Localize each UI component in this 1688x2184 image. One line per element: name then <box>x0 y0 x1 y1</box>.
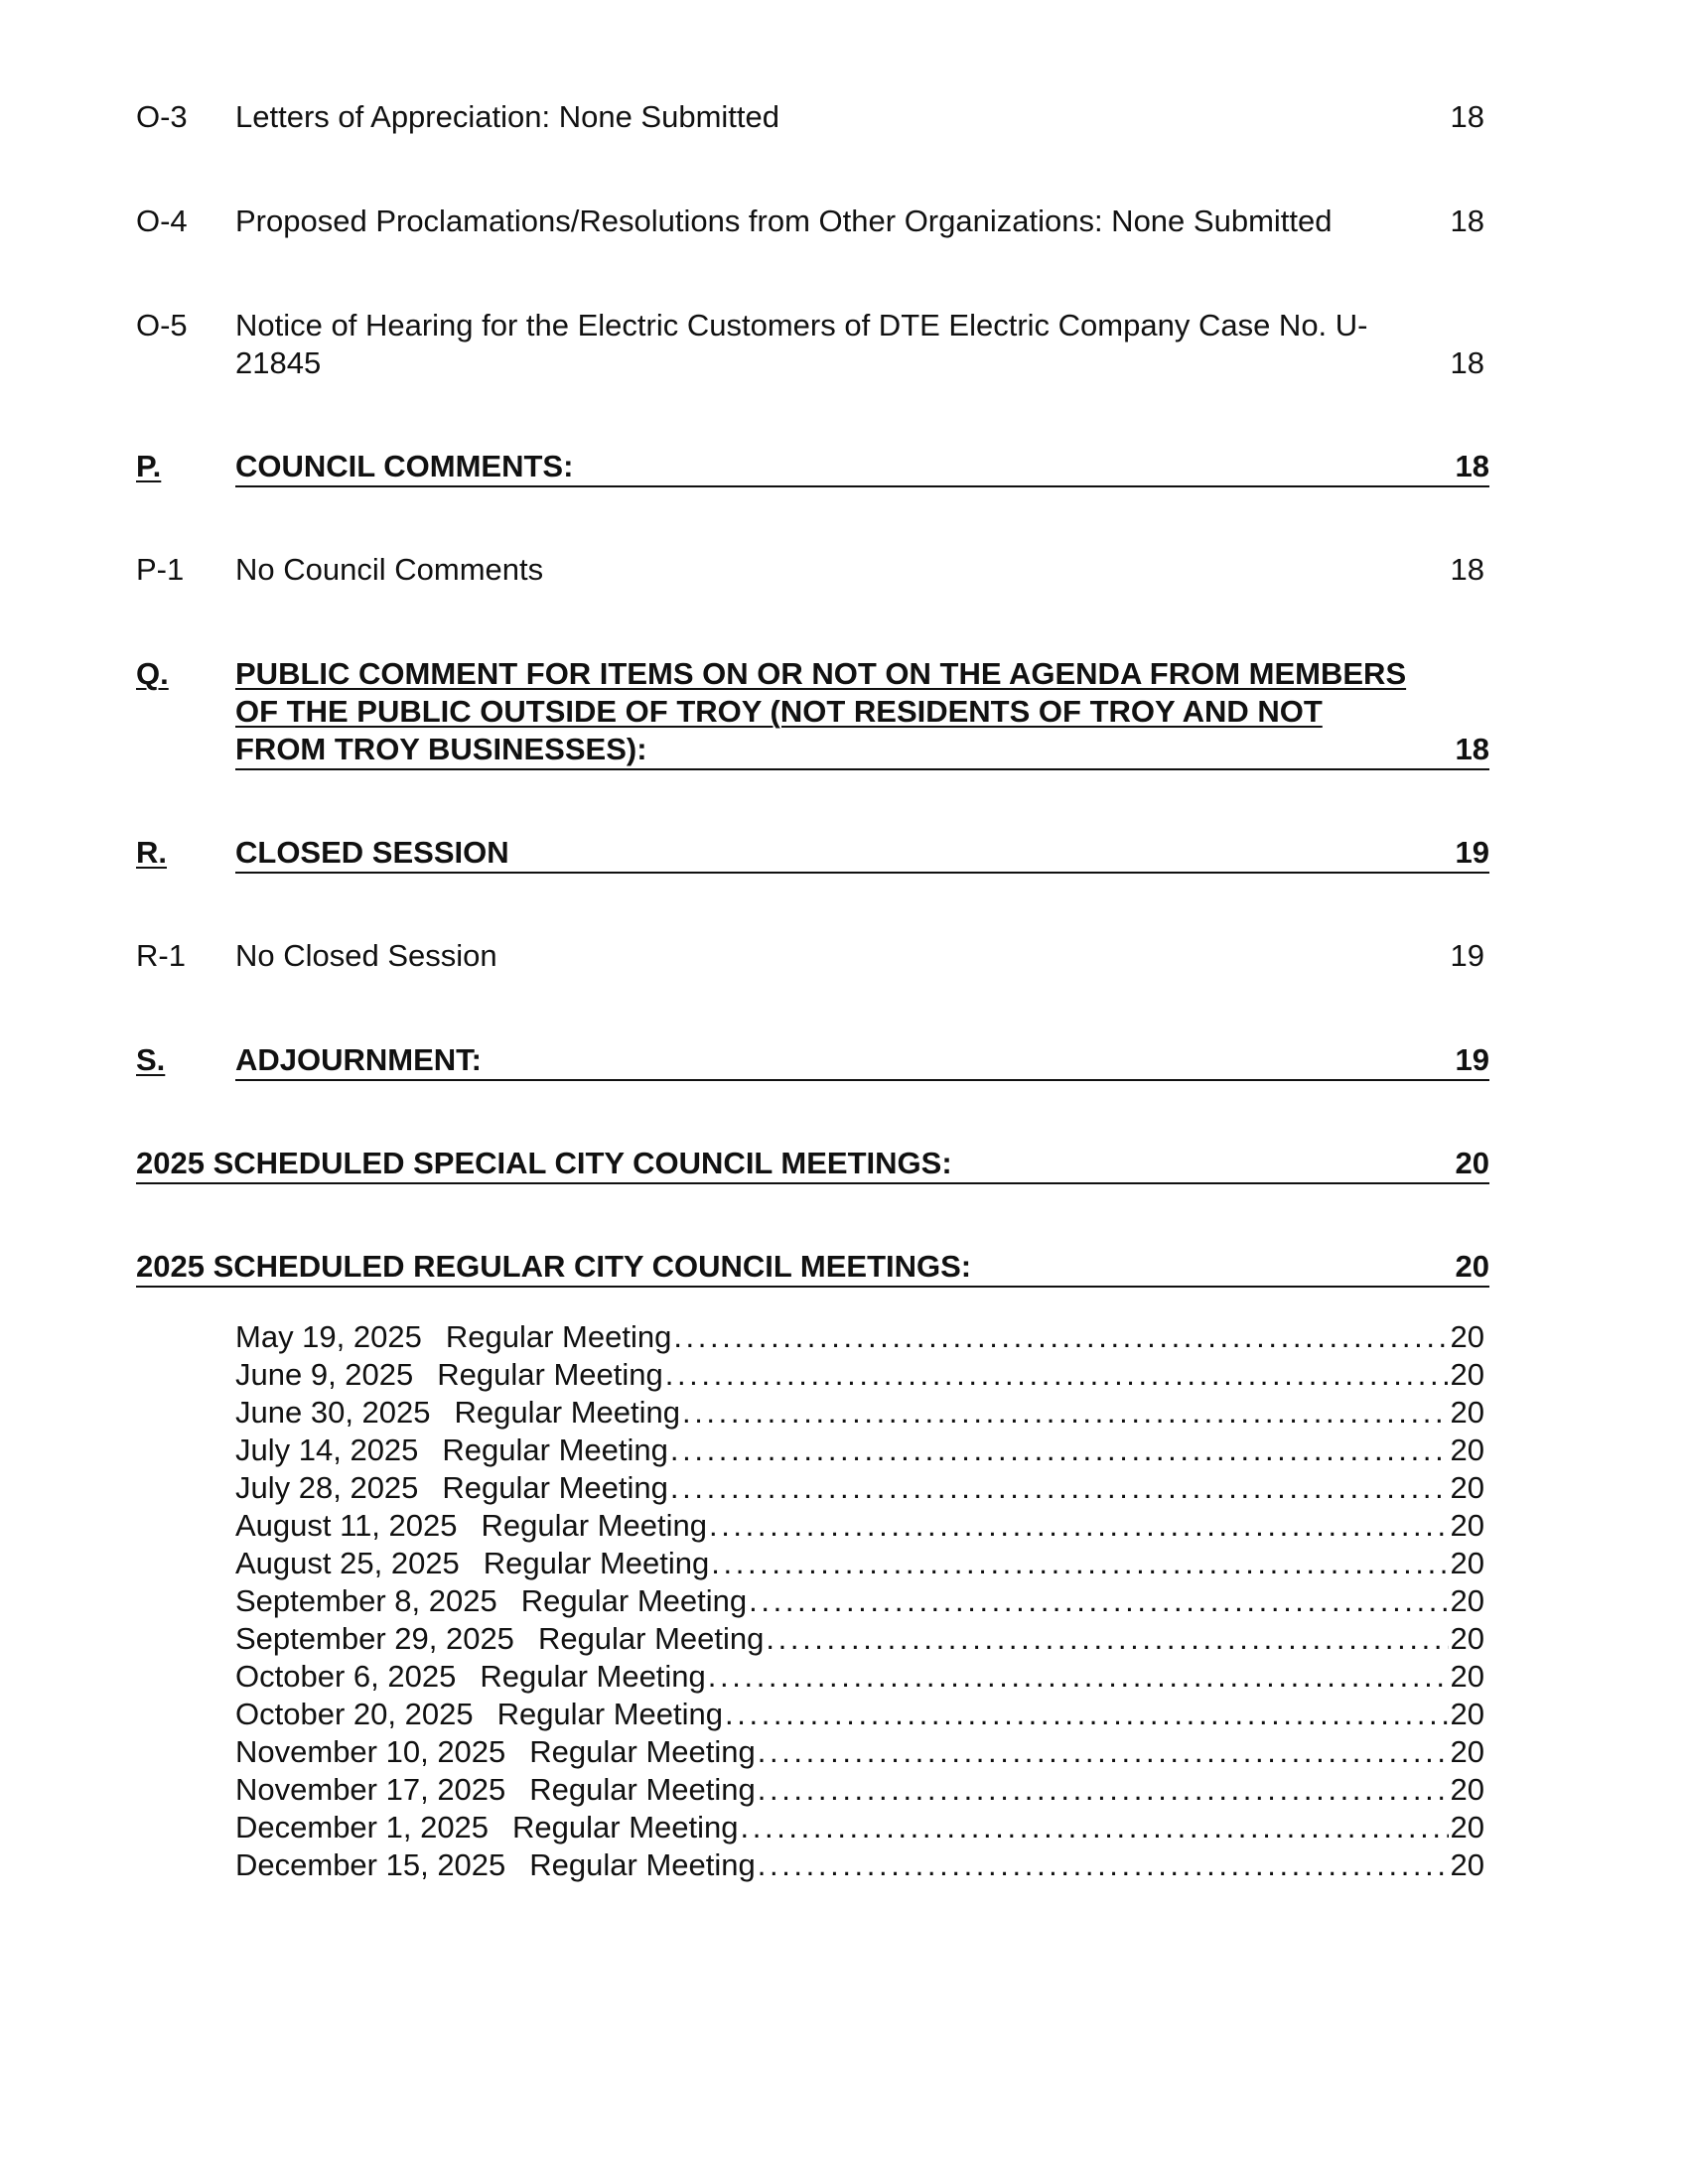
dot-leader <box>749 1582 1448 1620</box>
dot-leader <box>670 1469 1449 1507</box>
meeting-date: October 6, 2025 <box>235 1659 457 1694</box>
meeting-type: Regular Meeting <box>481 1508 707 1543</box>
meeting-type: Regular Meeting <box>483 1546 710 1580</box>
section-heading <box>235 1041 1489 1081</box>
section-heading <box>136 1145 1489 1184</box>
item-title: No Closed Session <box>235 938 497 973</box>
meeting-date: June 9, 2025 <box>235 1357 414 1392</box>
meeting-date: December 1, 2025 <box>235 1810 490 1844</box>
list-item <box>235 1696 1484 1733</box>
list-item <box>235 1846 1484 1884</box>
meeting-page-number: 20 <box>1450 1357 1484 1392</box>
section-heading <box>235 655 1489 770</box>
meeting-type: Regular Meeting <box>529 1734 756 1769</box>
dot-leader <box>709 1507 1449 1545</box>
section-letter: R. <box>136 835 167 870</box>
section-title-line-2: OF THE PUBLIC OUTSIDE OF TROY (NOT RESIDENTS OF TROY AND NOT <box>235 694 1323 729</box>
meeting-date: August 25, 2025 <box>235 1546 460 1580</box>
dot-leader <box>758 1771 1449 1809</box>
list-item <box>235 1620 1484 1658</box>
section-title: 2025 SCHEDULED REGULAR CITY COUNCIL MEETINGS: <box>136 1249 972 1284</box>
section-page-number: 20 <box>1455 1146 1489 1180</box>
section-title-line-3: FROM TROY BUSINESSES): <box>235 732 647 766</box>
list-item <box>235 1318 1484 1356</box>
section-heading <box>136 1248 1489 1288</box>
meeting-date: September 8, 2025 <box>235 1583 497 1618</box>
list-item <box>235 1545 1484 1582</box>
section-heading <box>235 834 1489 874</box>
item-title: Letters of Appreciation: None Submitted <box>235 99 779 134</box>
item-number: P-1 <box>136 552 185 587</box>
meeting-date: December 15, 2025 <box>235 1847 506 1882</box>
list-item <box>235 1507 1484 1545</box>
item-number: O-4 <box>136 204 188 238</box>
meeting-page-number: 20 <box>1450 1546 1484 1580</box>
meeting-page-number: 20 <box>1450 1508 1484 1543</box>
dot-leader <box>711 1545 1448 1582</box>
meeting-type: Regular Meeting <box>445 1319 672 1354</box>
meeting-type: Regular Meeting <box>442 1433 668 1467</box>
meeting-date: June 30, 2025 <box>235 1395 431 1430</box>
meeting-date: November 17, 2025 <box>235 1772 506 1807</box>
list-item <box>235 1356 1484 1394</box>
item-title-line-2: 21845 <box>235 345 322 380</box>
list-item <box>235 1733 1484 1771</box>
section-page-number: 19 <box>1455 835 1489 870</box>
meeting-type: Regular Meeting <box>512 1810 739 1844</box>
meeting-type: Regular Meeting <box>537 1621 765 1656</box>
meeting-page-number: 20 <box>1450 1621 1484 1656</box>
list-item <box>235 1582 1484 1620</box>
meeting-date: May 19, 2025 <box>235 1319 422 1354</box>
list-item <box>235 1394 1484 1432</box>
meeting-type: Regular Meeting <box>480 1659 706 1694</box>
meeting-page-number: 20 <box>1450 1734 1484 1769</box>
meeting-date: September 29, 2025 <box>235 1621 514 1656</box>
dot-leader <box>766 1620 1448 1658</box>
dot-leader <box>682 1394 1449 1432</box>
list-item <box>235 1469 1484 1507</box>
meeting-type: Regular Meeting <box>496 1697 724 1731</box>
meeting-type: Regular Meeting <box>454 1395 680 1430</box>
section-page-number: 18 <box>1455 449 1489 483</box>
meeting-page-number: 20 <box>1450 1810 1484 1844</box>
meeting-page-number: 20 <box>1450 1847 1484 1882</box>
section-page-number: 18 <box>1455 732 1489 766</box>
regular-meetings-list <box>235 1318 1484 1884</box>
item-number: R-1 <box>136 938 186 973</box>
section-heading <box>235 448 1489 487</box>
meeting-type: Regular Meeting <box>529 1847 756 1882</box>
dot-leader <box>758 1846 1449 1884</box>
section-letter: Q. <box>136 656 169 691</box>
item-page-number: 18 <box>1450 345 1484 380</box>
meeting-date: August 11, 2025 <box>235 1508 458 1543</box>
section-title-line-1: PUBLIC COMMENT FOR ITEMS ON OR NOT ON THE AGENDA FROM MEMBERS <box>235 656 1407 691</box>
item-title: No Council Comments <box>235 552 544 587</box>
item-number: O-3 <box>136 99 188 134</box>
item-page-number: 18 <box>1450 99 1484 134</box>
meeting-type: Regular Meeting <box>520 1583 748 1618</box>
dot-leader <box>665 1356 1449 1394</box>
meeting-type: Regular Meeting <box>437 1357 663 1392</box>
meeting-date: July 28, 2025 <box>235 1470 419 1505</box>
meeting-page-number: 20 <box>1450 1583 1484 1618</box>
list-item <box>235 1771 1484 1809</box>
meeting-page-number: 20 <box>1450 1697 1484 1731</box>
dot-leader <box>741 1809 1449 1846</box>
meeting-type: Regular Meeting <box>442 1470 668 1505</box>
section-title: 2025 SCHEDULED SPECIAL CITY COUNCIL MEETINGS: <box>136 1146 952 1180</box>
item-page-number: 18 <box>1450 552 1484 587</box>
item-page-number: 19 <box>1450 938 1484 973</box>
item-title-line-1: Notice of Hearing for the Electric Customers of DTE Electric Company Case No. U- <box>235 308 1368 342</box>
section-letter: P. <box>136 449 162 483</box>
meeting-date: November 10, 2025 <box>235 1734 506 1769</box>
section-page-number: 20 <box>1455 1249 1489 1284</box>
dot-leader <box>673 1318 1448 1356</box>
list-item <box>235 1658 1484 1696</box>
meeting-page-number: 20 <box>1450 1319 1484 1354</box>
meeting-date: July 14, 2025 <box>235 1433 419 1467</box>
dot-leader <box>758 1733 1449 1771</box>
meeting-page-number: 20 <box>1450 1395 1484 1430</box>
meeting-page-number: 20 <box>1450 1470 1484 1505</box>
meeting-date: October 20, 2025 <box>235 1697 474 1731</box>
item-page-number: 18 <box>1450 204 1484 238</box>
meeting-page-number: 20 <box>1450 1659 1484 1694</box>
meeting-type: Regular Meeting <box>529 1772 756 1807</box>
list-item <box>235 1809 1484 1846</box>
section-page-number: 19 <box>1455 1042 1489 1077</box>
meeting-page-number: 20 <box>1450 1772 1484 1807</box>
dot-leader <box>708 1658 1449 1696</box>
dot-leader <box>725 1696 1448 1733</box>
item-title: Proposed Proclamations/Resolutions from Other Organizations: None Submitted <box>235 204 1333 238</box>
item-number: O-5 <box>136 308 188 342</box>
meeting-page-number: 20 <box>1450 1433 1484 1467</box>
section-title: COUNCIL COMMENTS: <box>235 449 574 483</box>
section-title: CLOSED SESSION <box>235 835 509 870</box>
section-title: ADJOURNMENT: <box>235 1042 482 1077</box>
list-item <box>235 1432 1484 1469</box>
section-letter: S. <box>136 1042 166 1077</box>
dot-leader <box>670 1432 1449 1469</box>
